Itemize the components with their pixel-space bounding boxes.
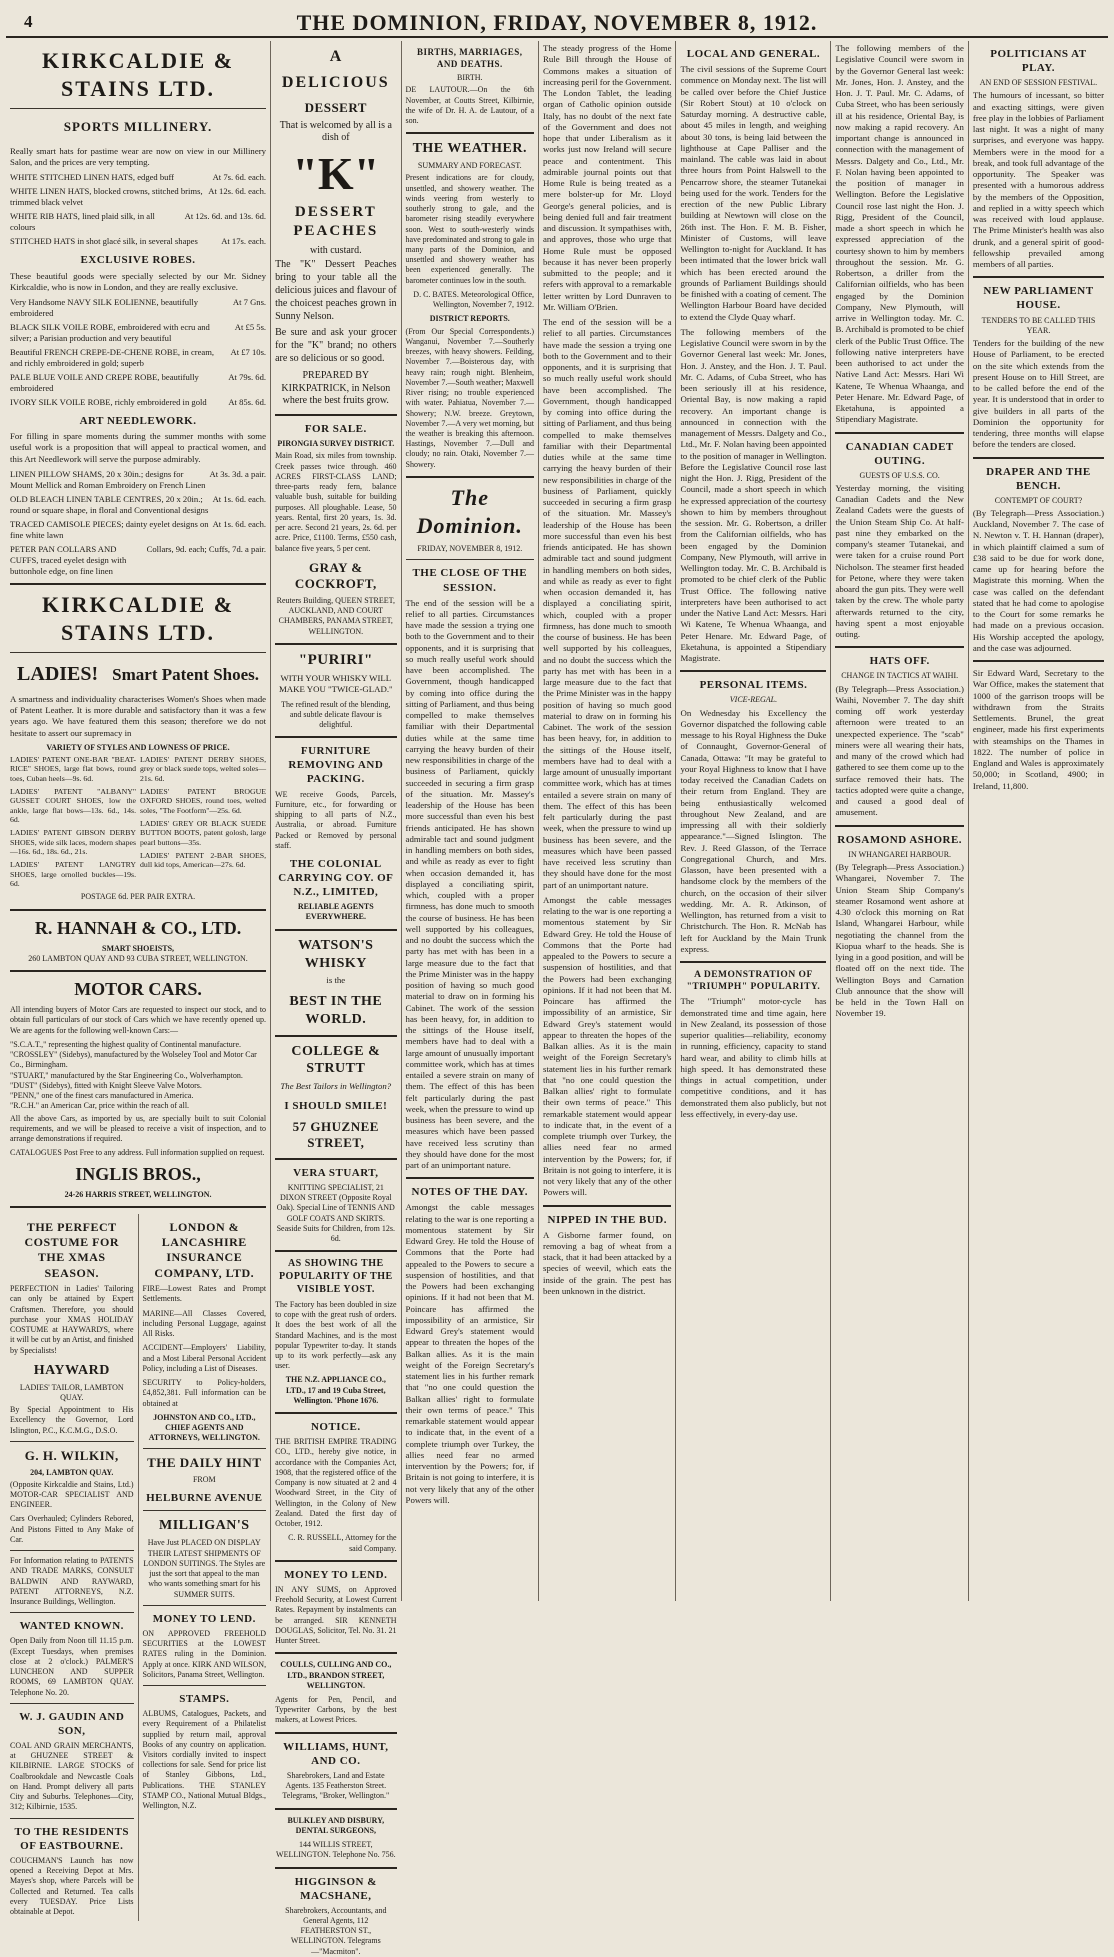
coulls-name: COULLS, CULLING AND CO., LTD., BRANDON STREET, WELLINGTON. xyxy=(280,1660,392,1690)
weather-sign: D. C. BATES. Meteorological Office, Wellington, November 7, 1912. xyxy=(413,289,535,310)
birth-sub: BIRTH. xyxy=(457,73,483,83)
motor-catalogues: CATALOGUES Post Free to any address. Full information supplied on request. xyxy=(10,1148,265,1158)
puriri-tail: The refined result of the blending, and subtle delicate flavour is delightful. xyxy=(281,699,391,730)
bulkley-body: 144 WILLIS STREET, WELLINGTON. Telephone No. 756. xyxy=(276,1840,396,1860)
notes-text: Amongst the cable messages relating to the war is one reporting a momentous statement by Sir Edward Grey. He told the House of Commons that the Porte had appealed to the Powers to secure a suspension of hostilities, and that the Powers had been exchanging opinions. If it had not been that M. Poincare has affirmed the impossibility of an armistice, Sir Edward Grey's statement would appear to threaten the hopes of the Balkan allies. As it is the main weight of the Foreign Secretary's statement lies in his further remark that "no one could question the Balkan allies' right to formulate their own terms of peace." This remarkable statement would appear to indicate that, in the event of a complete triumph over Turkey, the allies need fear no armed intervention by the Powers; for, if Britain is not going to interfere, it is not very likely that any of the other Powers will. xyxy=(405,1202,535,1505)
lancashire-agents: JOHNSTON AND CO., LTD., CHIEF AGENTS AND ATTORNEYS, WELLINGTON. xyxy=(148,1412,260,1443)
personal-title: PERSONAL ITEMS. xyxy=(699,679,808,692)
college-strutt-address: 57 GHUZNEE STREET, xyxy=(292,1118,379,1151)
college-strutt-should: I SHOULD SMILE! xyxy=(284,1099,388,1112)
politicians-text: The humours of incessant, so bitter and exacting sittings, were given free play in the lobbies of Parliament last night. It was a night of many surprises, and everyone was happy. Members were in the mood for a break, and took full advantage of the opportunity. The Speaker was presented with a humorous address by the members of the Opposition, and replied in a witty speech which was received with loud applause. The Prime Minister's health was also drunk, and a general spirit of good-fellowship prevailed among members of all parties. xyxy=(972,90,1104,270)
births-title: BIRTHS, MARRIAGES, AND DEATHS. xyxy=(417,47,523,69)
lancashire-title: LONDON & LANCASHIRE INSURANCE COMPANY, LTD. xyxy=(154,1219,255,1280)
list-item: TRACED CAMISOLE PIECES; dainty eyelet designs on fine white lawn At 1s. 6d. each. xyxy=(10,518,267,540)
k-advert-peaches: DESSERT PEACHES xyxy=(293,204,379,240)
rosamond-sub: IN WHANGAREI HARBOUR. xyxy=(848,849,952,859)
list-item: WHITE RIB HATS, lined plaid silk, in all colours At 12s. 6d. and 13s. 6d. xyxy=(10,211,267,233)
list-item: "S.C.A.T.," representing the highest quality of Continental manufacture. xyxy=(10,1039,241,1049)
list-item: LADIES' PATENT DERBY SHOES, grey or black suede tops, welted soles—21s. 6d. xyxy=(140,754,267,783)
list-item: WHITE LINEN HATS, blocked crowns, stitched brims, trimmed black velvet At 12s. 6d. each. xyxy=(10,186,267,208)
shoes-postage: POSTAGE 6d. PER PAIR EXTRA. xyxy=(80,892,196,902)
nipped-title: NIPPED IN THE BUD. xyxy=(547,1213,667,1226)
list-item: SECURITY to Policy-holders, £4,852,381. Full information can be obtained at xyxy=(142,1378,267,1408)
list-item: ACCIDENT—Employers' Liability, and a Most Liberal Personal Accident Policy, including a List of Diseases. xyxy=(142,1343,267,1373)
hats-list xyxy=(10,172,266,247)
ladies-heading: LADIES! xyxy=(17,663,99,686)
k-brand-logo: "K" xyxy=(292,148,380,200)
williams-hunt-body: Sharebrokers, Land and Estate Agents. 135 Featherston Street. Telegrams, "Broker, Wellington." xyxy=(282,1770,390,1801)
wilkin-name: G. H. WILKIN, xyxy=(24,1447,119,1463)
carrying-body: WE receive Goods, Parcels, Furniture, etc., for forwarding or shipping to all parts of N.Z., Australia, or abroad. Furniture Packed or Removed by personal staff. xyxy=(275,789,397,850)
k-advert-a: A xyxy=(329,48,342,65)
wilkin-body: Cars Overhauled; Cylinders Rebored, And Pistons Fitted to Any Make of Car. xyxy=(10,1514,134,1544)
triumph-text: The "Triumph" motor-cycle has demonstrated time and time again, here in New Zealand, its possession of those superior qualities—reliability, economy in running, efficiency, capacity to stand hard wear, and ability to climb hills at high speed. It has demonstrated these things in actual competition, under competitive conditions, and it has demonstrated them also publicly, but not less effectively, in every-day use. xyxy=(680,996,827,1119)
dominion-dateline: FRIDAY, NOVEMBER 8, 1912. xyxy=(417,544,523,554)
gaudin-body: COAL AND GRAIN MERCHANTS, at GHUZNEE STREET & KILBIRNIE. LARGE STOCKS of Coalbrookdale and Newcastle Coals on Hand. Prompt delivery all parts City and Suburbs. Telephones—City, 312; Kilbirnie, 1535. xyxy=(10,1741,134,1812)
robes-heading: EXCLUSIVE ROBES. xyxy=(80,254,196,267)
notice-title: NOTICE. xyxy=(310,1421,361,1434)
gray-cockroft-name: GRAY & COCKROFT, xyxy=(294,559,377,592)
nipped-text: A Gisborne farmer found, on removing a bag of wheat from a stack, that it had been attacked by a species of weevil, which eats the inside of the grain. The pest has been unknown in the district. xyxy=(543,1229,672,1296)
births-weather-column xyxy=(402,41,539,1601)
list-item: LINEN PILLOW SHAMS, 20 x 30in.; designs for Mount Mellick and Roman Embroidery on French Linen At 3s. 3d. a pair. xyxy=(10,468,267,490)
patents-advert: For Information relating to PATENTS AND TRADE MARKS, CONSULT BALDWIN AND RAYWARD, PATENT ATTORNEYS, N.Z. Insurance Buildings, Wellington. xyxy=(10,1556,134,1607)
notice-body: THE BRITISH EMPIRE TRADING CO., LTD., hereby give notice, in accordance with the Companies Act, 1908, that the registered office of the Company is now situated at 2 and 4 Woodward Street, in the City of Wellington, in the Colony of New Zealand. Dated the first day of October, 1912. xyxy=(275,1437,397,1529)
k-advert-intro: That is welcomed by all is a dish of xyxy=(279,119,392,144)
for-sale-sub: PIRONGIA SURVEY DISTRICT. xyxy=(277,439,395,449)
home-rule-text-2: The end of the session will be a relief to all parties. Circumstances have made the session a trying one both to the Government and to their opponents, and it is surprising that so much really useful work should have been accomplished. The Government, though handicapped by coming into office during the sitting of Parliament, and thus being compelled to make themselves familiar with their Departmental duties while at the same time carrying the heavy burden of their new responsibilities in charge of the business of Parliament, quickly succeeded in securing a firm grasp of the situation. Mr. Massey's leadership of the House has been more successful than even his best friends anticipated. He has shown admirable tact and sound judgment in handling members on both sides, and while as ready as ever to fight when occasion demanded it, has displayed a conciliating spirit, which, coupled with a proper firmness, has done much to smooth the course of business. He has been well supported by his colleagues, and no doubt the success which the party has met with has been in a large measure due to the fact that the Prime Minister was in the happy position of having so much good material to draw on in forming his Cabinet. The work of the session has been heavy, for, in addition to the sittings of the House itself, members have had to deal with a large amount of unusually important committee work, which has at times entailed a severe strain on many of them. The effect of this has been felt particularly during the past week, when the pressure to wind up business has been severe, and the measures which have been passed have received less scrutiny than they should have done for the most part of an unimportant nature. xyxy=(543,317,672,890)
page-number: 4 xyxy=(24,12,33,31)
list-item: WHITE STITCHED LINEN HATS, edged buff At 7s. 6d. each. xyxy=(10,172,267,183)
wanted-title: WANTED KNOWN. xyxy=(19,1620,124,1633)
weather-text: Present indications are for cloudy, unsettled, and showery weather. The winds veering from westerly to southerly strong to gale, and the barometer rising steadily everywhere soon. West to south-westerly winds have predominated and strong to gale in many parts of the Dominion, and unsettled and showery weather has been experienced generally. The barometer continues low in the south. xyxy=(405,173,535,285)
parliament-text: Tenders for the building of the new House of Parliament, to be erected on the site which extends from the present House on to Hill Street, are to be called before the end of the year. It is understood that in order to give builders in all parts of the Dominion the opportunity for tendering, three months will elapse before the tenders are closed. xyxy=(972,338,1104,450)
couchman-body: COUCHMAN'S Launch has now opened a Receiving Depot at Mrs. Mayes's shop, where Parcels will be Collected and Returned. Tea calls every TUESDAY. Price Lists obtainable at Depot. xyxy=(10,1855,134,1916)
hayward-appointment: By Special Appointment to His Excellency the Governor, Lord Islington, P.C., K.C.M.G., D.S.O. xyxy=(10,1405,134,1435)
list-item: IVORY SILK VOILE ROBE, richly embroidered in gold At 85s. 6d. xyxy=(10,397,267,408)
list-item: LADIES' PATENT "ALBANY" GUSSET COURT SHOES, low the ankle, large flat bows—13s. 6d., 14s. 6d. xyxy=(10,787,137,825)
editorial-text: The end of the session will be a relief to all parties. Circumstances have made the session a trying one both to the Government and to their opponents, and it is surprising that so much really useful work should have been accomplished. The Government, though handicapped by coming into office during the sitting of Parliament, and thus being compelled to make themselves familiar with their Departmental duties while at the same time carrying the heavy burden of their new responsibilities in charge of the business of Parliament, quickly succeeded in securing a firm grasp of the situation. Mr. Massey's leadership of the House has been more successful than even his best friends anticipated. He has shown admirable tact and sound judgment in handling members on both sides, and while as ready as ever to fight when occasion demanded it, has displayed a conciliating spirit, which, coupled with a proper firmness, has done much to smooth the course of business. He has been well supported by his colleagues, and no doubt the success which the party has met with has been in a large measure due to the fact that the Prime Minister was in the happy position of having so much good material to draw on in forming his Cabinet. The work of the session has been heavy, for, in addition to the sittings of the House itself, members have had to deal with a large amount of unusually important committee work, which has at times entailed a severe strain on many of them. The effect of this has been felt particularly during the past week, when the pressure to wind up business has been severe, and the measures which have been passed have received less scrutiny than they should have done for the most part of an unimportant nature. xyxy=(405,597,535,1171)
list-item: LADIES' GREY OR BLACK SUEDE BUTTON BOOTS, patent golosh, large pearl buttons—35s. xyxy=(140,819,267,847)
college-strutt-tag: The Best Tailors in Wellington? xyxy=(280,1081,392,1092)
list-item: "PENN," one of the finest cars manufactured in America. xyxy=(10,1091,194,1101)
inglis-address: 24-26 HARRIS STREET, WELLINGTON. xyxy=(64,1189,212,1199)
home-rule-column xyxy=(539,41,676,1601)
list-item: LADIES' PATENT GIBSON DERBY SHOES, wide silk laces, modern shapes—16s. 6d., 18s. 6d., 21s. xyxy=(10,828,137,857)
dominion-masthead-logo: The Dominion. xyxy=(416,484,523,539)
money-to-lend-2-title: MONEY TO LEND. xyxy=(284,1568,388,1581)
canadian-title: CANADIAN CADET OUTING. xyxy=(845,440,954,467)
list-item: "DUST" (Sidebys), fitted with Knight Sleeve Valve Motors. xyxy=(10,1080,202,1090)
newspaper-title: THE DOMINION, FRIDAY, NOVEMBER 8, 1912. xyxy=(296,10,818,35)
list-item: LADIES' PATENT ONE-BAR "BEAT-RICE" SHOES, large flat bows, round toes, Cuban heels—9s. 6d. xyxy=(10,754,137,783)
college-strutt-name: COLLEGE & STRUTT xyxy=(291,1043,381,1077)
triumph-title: A DEMONSTRATION OF "TRIUMPH" POPULARITY. xyxy=(686,970,821,993)
district-reports-text: (From Our Special Correspondents.) Wanganui, November 7.—Southerly breezes, with heavy showers. Feilding, November 7.—Boisterous day, with heavy rain; rough night. Blenheim, November 7.—South weather; Maxwell River rising; no trouble experienced with water. Pahiatua, November 7.—Showery; N.W. breeze. Greytown, November 7.—A very wet morning, but the weather is breaking this afternoon. Hastings, November 7.—Dull and cloudy; no rain. Otaki, November 7.—Showery. xyxy=(405,326,535,469)
parliament-title: NEW PARLIAMENT HOUSE. xyxy=(983,285,1094,312)
wanted-body: Open Daily from Noon till 11.15 p.m. (Except Tuesdays, when premises close at 2 o'clock.) PALMER'S LUNCHEON AND SUPPER ROOMS, 69 LAMBTON QUAY. Telephone No. 20. xyxy=(10,1636,134,1697)
list-item: PETER PAN COLLARS AND CUFFS, traced eyelet design with buttonhole edge, on fine linen Collars, 9d. each; Cuffs, 7d. a pair. xyxy=(10,543,267,576)
needlework-heading: ART NEEDLEWORK. xyxy=(79,415,197,428)
k-advert-delicious: DELICIOUS xyxy=(281,74,390,92)
shoes-variety: VARIETY OF STYLES AND LOWNESS OF PRICE. xyxy=(46,742,230,752)
carrying-tag: RELIABLE AGENTS EVERYWHERE. xyxy=(297,902,374,922)
draper-text: (By Telegraph—Press Association.) Auckland, November 7. The case of N. Newton v. T. H. Hannan (draper), in which plaintiff claimed a sum of £38 said to be due for work done, came up for hearing before the Magistrate this morning. When the case was called on the defendant stated that he had come to apologise to the Court for some remarks he had made on a previous occasion. His Worship accepted the apology, and the case was adjourned. xyxy=(972,507,1104,653)
puriri-title: "PURIRI" xyxy=(298,651,373,668)
local-column xyxy=(676,41,831,1601)
list-item: MARINE—All Classes Covered, including Personal Luggage, against All Risks. xyxy=(142,1308,267,1339)
stamps-title: STAMPS. xyxy=(179,1692,230,1705)
page-masthead xyxy=(6,6,1108,38)
patent-shoes-heading: Smart Patent Shoes. xyxy=(112,665,260,685)
bulkley-name: BULKLEY AND DISBURY, DENTAL SURGEONS, xyxy=(287,1815,385,1835)
notes-title: NOTES OF THE DAY. xyxy=(411,1186,529,1199)
visible-yost-body: The Factory has been doubled in size to cope with the great rush of orders. It does the best work of all the Standard Machines, and is the most popular Typewriter to-day. It stands up to its work perfectly—ask any user. xyxy=(275,1299,397,1371)
milligan-body: Have Just PLACED ON DISPLAY THEIR LATEST SHIPMENTS OF LONDON SUITINGS. The Styles are just the sort that appeal to the man who wants something smart for his SUMMER SUITS. xyxy=(143,1538,266,1599)
list-item: LADIES' PATENT 2-BAR SHOES, dull kid tops, American—27s. 6d. xyxy=(140,851,267,870)
k-advert-ask: Be sure and ask your grocer for the "K" brand; no others are so delicious or so good. xyxy=(275,327,397,364)
hannah-tag: SMART SHOEISTS, xyxy=(102,943,175,953)
draper-sub: CONTEMPT OF COURT? xyxy=(994,495,1083,505)
district-reports-title: DISTRICT REPORTS. xyxy=(429,314,510,324)
hats-off-title: HATS OFF. xyxy=(869,655,930,668)
motor-cars-heading: MOTOR CARS. xyxy=(74,979,202,1000)
weather-title: THE WEATHER. xyxy=(412,141,527,157)
coulls-body: Agents for Pen, Pencil, and Typewriter Carbons, by the best makers, at Lowest Prices. xyxy=(275,1695,397,1725)
hats-off-text: (By Telegraph—Press Association.) Waihi, November 7. The day shift coming off work yesterday afternoon were treated to an unexpected experience. The "scab" miners were all wearing their hats, and many of the crowd which had gathered to see them come up to the surface removed their hats. The tactics adopted were quite a change, and caused a good deal of amusement. xyxy=(835,683,964,818)
rosamond-text: (By Telegraph—Press Association.) Whangarei, November 7. The Union Steam Ship Company's steamer Rosamond went ashore at 4.30 o'clock this morning on Rat Island, Whangarei Harbour, while negotiating the channel from the Kiopua wharf to the heads. She is lying in a good position, and will be floated off on the next tide. The Wellington Boys and Carnation Club announce that the show will be held in the Town Hall on November 19. xyxy=(835,862,964,1019)
gaudin-title: W. J. GAUDIN AND SON, xyxy=(19,1710,125,1737)
politicians-sub: AN END OF SESSION FESTIVAL. xyxy=(979,78,1098,88)
parliament-sub: TENDERS TO BE CALLED THIS YEAR. xyxy=(981,315,1096,335)
hannah-name: R. HANNAH & CO., LTD. xyxy=(34,917,242,938)
hayward-body: PERFECTION in Ladies' Tailoring can only be attained by Expert Craftsmen. Therefore, you should purchase your XMAS HOLIDAY COSTUME at HAYWARD'S, where it will be cut by an Artist, and finished by Specialists! xyxy=(10,1284,134,1355)
local-title: LOCAL AND GENERAL. xyxy=(686,48,821,60)
list-item: Beautiful FRENCH CREPE-DE-CHENE ROBE, in cream, and richly embroidered in gold; superb At £7 10s. xyxy=(10,347,267,369)
money-to-lend-title: MONEY TO LEND. xyxy=(152,1612,256,1625)
wilkin-address: 204, LAMBTON QUAY. xyxy=(30,1467,114,1477)
milligan-name: MILLIGAN'S xyxy=(159,1518,250,1534)
list-item: "STUART," manufactured by the Star Engineering Co., Wolverhampton. xyxy=(10,1070,243,1080)
hayward-name: HAYWARD xyxy=(33,1362,110,1378)
list-item: LADIES' PATENT BROGUE OXFORD SHOES, round toes, welted soles, "The Footform"—25s. 6d. xyxy=(140,787,267,815)
list-item: "CROSSLEY" (Sidebys), manufactured by the Wolseley Tool and Motor Car Co., Birmingham. xyxy=(10,1050,257,1070)
wilkin-desc: (Opposite Kirkcaldie and Stains, Ltd.) MOTOR-CAR SPECIALIST AND ENGINEER. xyxy=(10,1479,134,1510)
k-advert-custard: with custard. xyxy=(309,244,362,256)
rosamond-title: ROSAMOND ASHORE. xyxy=(837,833,963,846)
home-rule-text: The steady progress of the Home Rule Bill through the House of Commons makes a situation of increasing peril for the Government. The London Tablet, the leading organ of Catholic opinion outside Italy, has no doubt of the next fate of the Government and does not hope that under Liberalism as it works just now Ireland will secure peace and contentment. This admirable journal points out that Home Rule is being treated as a mere bolster-up for Mr. Lloyd George's general policies, and is being denied full and fair treatment and discussion. It sympathises with, and approves, those who urge that Home Rule must be opposed because it has never been properly submitted to the people; and it refers with approval to a remarkable letter written by Lord Dunraven to Mr. William O'Brien. xyxy=(543,43,672,312)
k-advert-by: PREPARED BY KIRKPATRICK, in Nelson where the best fruits grow. xyxy=(281,369,391,407)
advert-column xyxy=(6,41,271,1916)
kirkcaldie-banner-2: KIRKCALDIE & STAINS LTD. xyxy=(41,591,235,645)
watson-title: WATSON'S WHISKY xyxy=(298,937,374,971)
watson-is: is the xyxy=(326,975,346,986)
for-sale-title: FOR SALE. xyxy=(304,423,367,436)
visible-yost-agent: THE N.Z. APPLIANCE CO., LTD., 17 and 19 Cuba Street, Wellington. 'Phone 1676. xyxy=(285,1375,386,1405)
list-item: LADIES' PATENT LANGTRY SHOES, large ornolled buckles—19s. 6d. xyxy=(10,860,137,889)
notice-sign: C. R. RUSSELL, Attorney for the said Company. xyxy=(288,1533,397,1553)
higginson-body: Sharebrokers, Accountants, and General Agents, 112 FEATHERSTON ST., WELLINGTON. Telegrams—"Macmiton". xyxy=(285,1905,387,1956)
money-to-lend-body: ON APPROVED FREEHOLD SECURITIES at the LOWEST RATES ruling in the Dominion. Apply at once. KIRK AND WILSON, Solicitors, Panama Street, Wellington. xyxy=(142,1628,267,1679)
home-rule-text-3: Amongst the cable messages relating to the war is one reporting a momentous statement by Sir Edward Grey. He told the House of Commons that the Porte had appealed to the Powers to secure a suspension of hostilities, and that the Powers had been exchanging opinions. If it had not been that M. Poincare has affirmed the impossibility of an armistice, Sir Edward Grey's statement would appear to threaten the hopes of the Balkan allies. As it is the main weight of the Foreign Secretary's statement lies in his further remark that "no one could question the Balkan allies' right to formulate their own terms of peace." This remarkable statement would appear to indicate that, in the event of a complete triumph over Turkey, the allies need fear no armed intervention by the Powers; for, if Britain is not going to interfere, it is not very likely that any of the other Powers will. xyxy=(543,894,672,1198)
motor-intro: All intending buyers of Motor Cars are requested to inspect our stock, and to obtain full particulars of our stock of Cars which we have recently opened up. We are agents for the following well-known Cars:— xyxy=(10,1005,267,1035)
gray-cockroft-body: Reuters Building, QUEEN STREET, AUCKLAND, AND COURT CHAMBERS, PANAMA STREET, WELLINGTON. xyxy=(276,596,395,636)
list-item: Very Handsome NAVY SILK EOLIENNE, beautifully embroidered At 7 Gns. xyxy=(10,297,267,319)
hayward-title: THE PERFECT COSTUME FOR THE XMAS SEASON. xyxy=(24,1219,120,1280)
money-to-lend-2-body: IN ANY SUMS, on Approved Freehold Security, at Lowest Current Rates. Repayment by instalments can be arranged. SIR KENNETH DOUGLAS, Solicitor, Tel. No. 31. 21 Hunter Street. xyxy=(275,1584,397,1646)
daily-hint-name: HELBURNE AVENUE xyxy=(146,1492,263,1505)
politicians-title: POLITICIANS AT PLAY. xyxy=(990,48,1087,75)
advert-column-2 xyxy=(271,41,401,1956)
vera-stuart-name: VERA STUART, xyxy=(293,1166,379,1179)
robes-list xyxy=(10,297,266,408)
carrying-name: THE COLONIAL CARRYING COY. OF N.Z., LIMITED, xyxy=(278,857,394,899)
vice-regal-sub: VICE-REGAL. xyxy=(729,695,778,705)
draper-title: DRAPER AND THE BENCH. xyxy=(986,465,1091,492)
puriri-body: WITH YOUR WHISKY WILL MAKE YOU "TWICE-GLAD." xyxy=(278,673,393,695)
hats-off-sub: CHANGE IN TACTICS AT WAIHI. xyxy=(841,671,959,681)
legislative-text: The following members of the Legislative Council were sworn in by the Governor General last week: Mr. Jones, Hon. J. Anstey, and the Hon. J. T. Paul. Mr. C. Adams, of Cuba Street, who has been seriously ill at his residence, Oriental Bay, is now making a rapid recovery. An important change is announced in connection with the management of Messrs. Dalgety and Co., Ltd., Mr. F. Nolan having been appointed to the position of manager in Wellington. Before the Legislative Council rose last night the Hon. J. Rigg, President of the Council, made a short speech in which he expressed appreciation of the courtesy shown to him by members throughout the session. Mr. G. Robertson, a driller from the Californian oilfields, who has been engaged by the Dominion Company, New Plymouth, will arrive in Wellington today. Mr. C. B. Archibald is promoted to be chief clerk of the Public Trust Office. The following native interpreters have been authorised to act under the Native Land Act: Messrs. Hari Wi Katene, Te Whenua Whaanga, and Peter Henare. Mr. Edward Page, of Eketahuna, is appointed a Stipendiary Magistrate. xyxy=(835,43,964,425)
hayward-tag: LADIES' TAILOR, LAMBTON QUAY. xyxy=(19,1382,124,1402)
needlework-list xyxy=(10,469,266,577)
millinery-heading: SPORTS MILLINERY. xyxy=(63,119,213,135)
for-sale-body: Main Road, six miles from township. Creek passes twice through. 460 ACRES FIRST-CLASS LAND; three-parts ready fern, balance valuable bush, suitable for building purposes. All ploughable. Lease, 50 years. Rental, first 20 years, 1s. 3d. per acre. Second 21 years, 2s. 6d. per acre. Price, £1100. Terms, £550 cash, balance five years, 5 per cent. xyxy=(275,451,397,553)
hannah-address: 260 LAMBTON QUAY AND 93 CUBA STREET, WELLINGTON. xyxy=(28,953,248,963)
politics-column xyxy=(969,41,1108,1601)
shoes-intro: A smartness and individuality characterises Women's Shoes when made of Patent Leather. It is more durable and satisfactory than it was a few years ago. We have featured them this season; therefore we do not hesitate to assert our supremacy in xyxy=(10,693,267,738)
news-column xyxy=(831,41,968,1601)
motor-outro: All the above Cars, as imported by us, are specially built to suit Colonial requirements, and we will be pleased to receive a visit of inspection, and to arrange demonstrations if required. xyxy=(10,1113,267,1144)
higginson-name: HIGGINSON & MACSHANE, xyxy=(294,1875,377,1902)
carrying-title: FURNITURE REMOVING AND PACKING. xyxy=(288,745,384,786)
inglis-name: INGLIS BROS., xyxy=(75,1163,201,1184)
list-item: "R.C.H." an American Car, price within the reach of all. xyxy=(10,1101,190,1111)
daily-hint-sub: FROM xyxy=(192,1475,216,1485)
personal-text: On Wednesday his Excellency the Governor dispatched the following cable message to his Royal Highness the Duke of Connaught, Governor-General of Canada, Ottawa: "It may be grateful to your Royal Highness to know that I have today received the Canadian Cadets on their return from England. They are being enthusiastically welcomed throughout New Zealand, and are impressing all with their soldierly appearance."—Signed Islington. The Rev. J. Reed Glasson, of the Terrace Congregational Church, and Mrs. Glasson, have been presented with a handsome clock by the members of the church, on the occasion of their silver wedding. Mr. A. R. Atkinson, of Wellington, has returned from a visit to Christchurch. The Hon. R. McNab has left for Auckland by the Main Trunk express. xyxy=(680,707,827,954)
shoes-list xyxy=(10,753,266,892)
local-text-2: The following members of the Legislative Council were sworn in by the Governor General last week: Mr. Jones, Hon. J. Anstey, and the Hon. J. T. Paul. Mr. C. Adams, of Cuba Street, who has been seriously ill at his residence, Oriental Bay, is now making a rapid recovery. An important change is announced in connection with the management of Messrs. Dalgety and Co., Ltd., Mr. F. Nolan having been appointed to the position of manager in Wellington. Before the Legislative Council rose last night the Hon. J. Rigg, President of the Council, made a short speech in which he expressed appreciation of the courtesy shown to him by members throughout the session. Mr. G. Robertson, a driller from the Californian oilfields, who has been engaged by the Dominion Company, New Plymouth, will arrive in Wellington today. Mr. C. B. Archibald is promoted to be chief clerk of the Public Trust Office. The following native interpreters have been authorised to act under the Native Land Act: Messrs. Hari Wi Katene, Te Whenua Whaanga, and Peter Henare. Mr. Edward Page, of Eketahuna, is appointed a Stipendiary Magistrate. xyxy=(680,326,827,664)
hayward-advert xyxy=(10,1214,134,1921)
needlework-intro: For filling in spare moments during the summer months with some useful work is a proposition that will appeal to practical women, and this Art Needlework will serve the purpose admirably. xyxy=(10,431,267,464)
k-advert-dessert: DESSERT xyxy=(304,99,367,115)
daily-hint-title: THE DAILY HINT xyxy=(147,1455,262,1471)
list-item: STITCHED HATS in shot glacé silk, in several shapes At 17s. each. xyxy=(10,236,267,247)
williams-hunt-name: WILLIAMS, HUNT, AND CO. xyxy=(283,1740,389,1767)
stamps-body: ALBUMS, Catalogues, Packets, and every Requirement of a Philatelist supplied by return mail, approval Books of any country on application. Visitors cordially invited to inspect collections for sale. Send for price list of Stanley Gibbons, Ltd., Publications. THE STANLEY STAMP CO., National Mutual Bldgs., Wellington, N.Z. xyxy=(142,1709,267,1811)
kirkcaldie-banner: KIRKCALDIE & STAINS LTD. xyxy=(41,48,235,102)
birth-text: DE LAUTOUR.—On the 6th November, at Coutts Street, Kilbirnie, the wife of Dr. H. A. de Lautour, of a son. xyxy=(405,85,535,125)
lancashire-advert xyxy=(138,1214,267,1921)
vera-stuart-body: KNITTING SPECIALIST, 21 DIXON STREET (Opposite Royal Oak). Special Line of TENNIS AND GOLF COATS AND SKIRTS. Seaside Suits for Children, from 12s. 6d. xyxy=(276,1183,396,1244)
robes-intro: These beautiful goods were specially selected by our Mr. Sidney Kirkcaldie, who is now in London, and they are really exclusive. xyxy=(10,270,267,292)
watson-best: BEST IN THE WORLD. xyxy=(289,993,383,1027)
list-item: OLD BLEACH LINEN TABLE CENTRES, 20 x 20in.; round or square shape, in floral and Conventional designs At 1s. 6d. each. xyxy=(10,493,267,515)
list-item: FIRE—Lowest Rates and Prompt Settlements. xyxy=(142,1284,267,1304)
sir-edward-text: Sir Edward Ward, Secretary to the War Office, makes the statement that 1000 of the garrison troops will be withdrawn from the Straits Settlements. Brunel, the great engineer, made his first experiments with steamships on the Thames in 1822. The number of police in England and Wales is approximately 50,000; in Scotland, 4900; in Ireland, 11,800. xyxy=(972,668,1104,791)
couchman-title: TO THE RESIDENTS OF EASTBOURNE. xyxy=(14,1825,130,1852)
canadian-sub: GUESTS OF U.S.S. CO. xyxy=(859,470,940,480)
motor-car-list xyxy=(10,1040,266,1112)
list-item: PALE BLUE VOILE AND CREPE ROBE, beautifully embroidered At 79s. 6d. xyxy=(10,372,267,394)
editorial-title: THE CLOSE OF THE SESSION. xyxy=(412,567,528,594)
millinery-intro: Really smart hats for pastime wear are now on view in our Millinery Salon, and the prices are very tempting. xyxy=(10,145,267,168)
visible-yost-title: AS SHOWING THE POPULARITY OF THE VISIBLE YOST. xyxy=(278,1258,393,1296)
k-advert-body: The "K" Dessert Peaches bring to your table all the delicious juices and flavour of the choicest peaches grown in Sunny Nelson. xyxy=(275,259,397,322)
canadian-text: Yesterday morning, the visiting Canadian Cadets and the New Zealand Cadets were the guests of the Union Steam Ship Co. At half-past nine they embarked on the company's steamer Tutanekai, and were taken for a cruise round Port Nicholson. The steamer first headed for Petone, where they were taken aboard the gun pits. They were well taken by the crew. The whole party afterwards returned to the city, having spent a most enjoyable outing. xyxy=(835,482,964,640)
weather-sub: SUMMARY AND FORECAST. xyxy=(417,161,522,171)
local-text: The civil sessions of the Supreme Court commence on Monday next. The list will be called over before the Chief Justice (Sir Robert Stout) at 10 o'clock on Saturday morning. A destructive cable, about 45 miles in length, and weighing about 30 tons, is being laid between the lighthouse at Cape Palliser and the mainland. The cable was laid in about three hours from Point Halswell to the Pencarrow shore, the steamer Tutanekai being used for the work. Tenders for the erection of the new Public Library building at Newtown will close on the 26th inst. The Hon. F. M. B. Fisher, Minister of Customs, will leave Wellington to-night for Auckland. It has been intimated that the lower brick wall which has been erected around the grounds of Parliament Buildings should be finished with a coating of cement. The Wellington Harbour Board have decided to extend the Clyde Quay wharf. xyxy=(680,64,827,322)
list-item: BLACK SILK VOILE ROBE, embroidered with ecru and silver; a Parisian production and very beautiful At £5 5s. xyxy=(10,322,267,344)
